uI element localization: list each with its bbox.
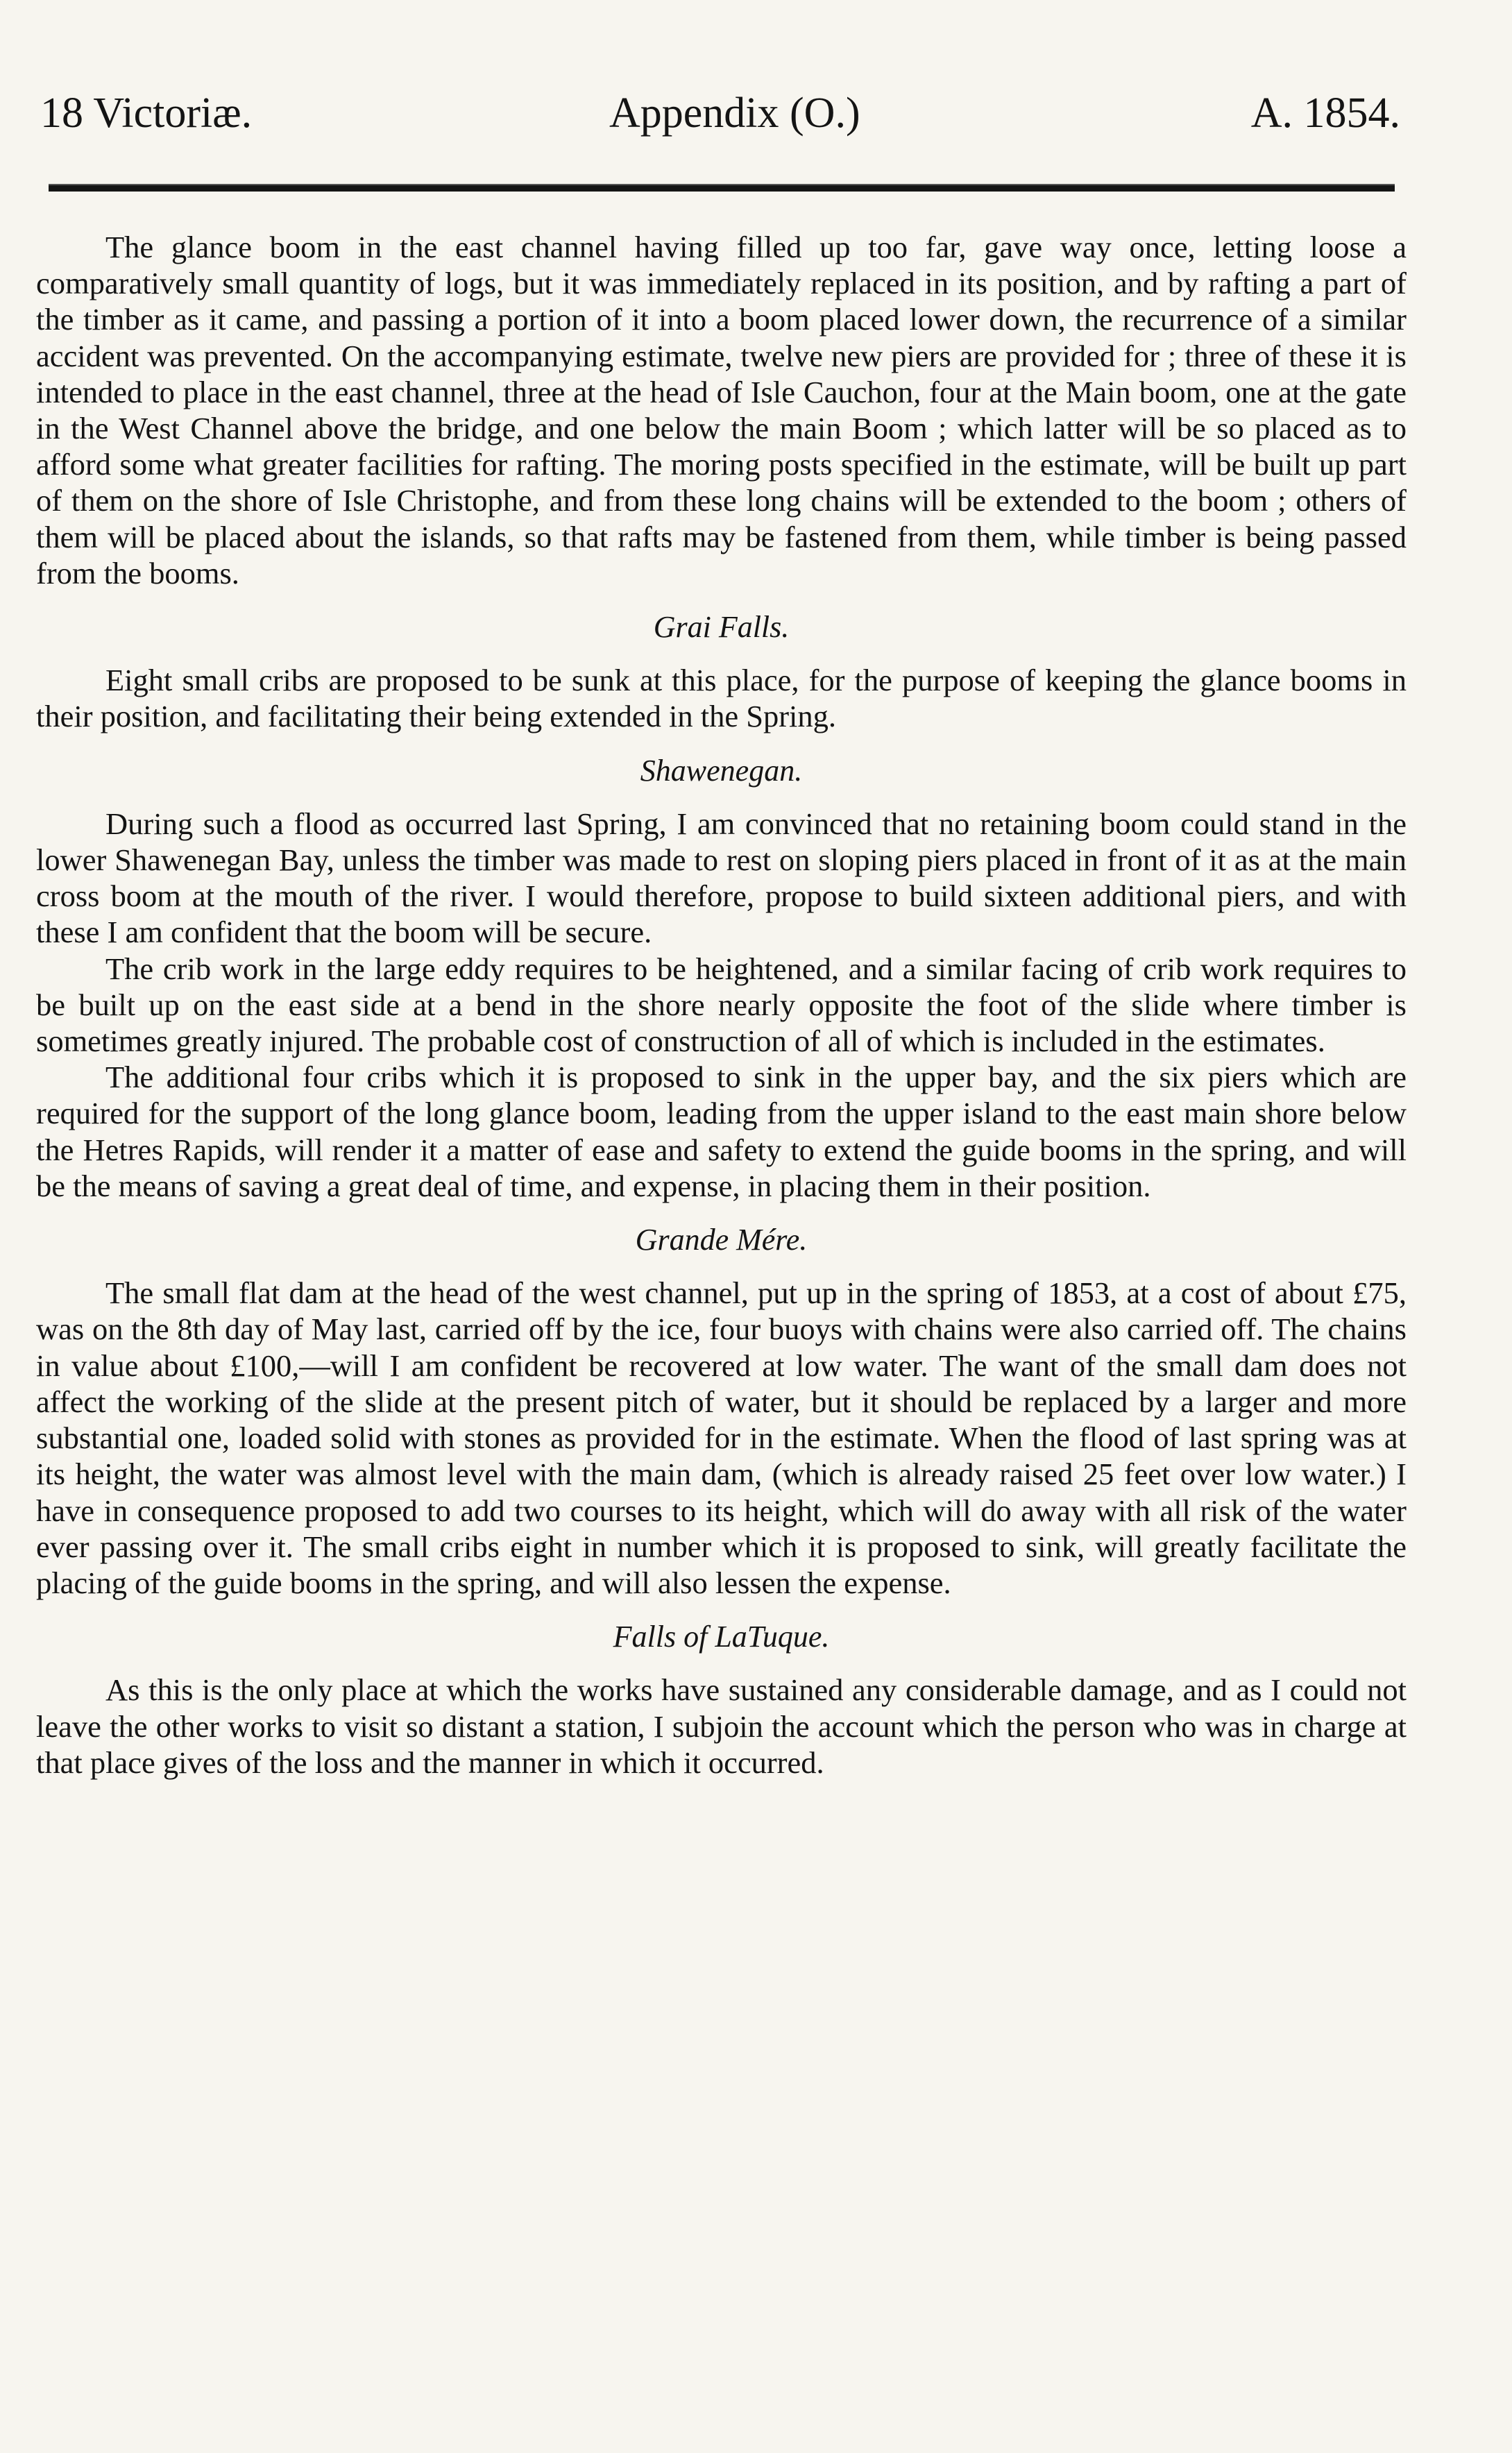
paragraph: The additional four cribs which it is proposed to sink in the upper bay, and the six piers which are required for the support of the long glance boom, leading from the upper island to the east main shore below the Hetres Rapids, will render it a matter of ease and safety to extend the guide booms in the spring, and will be the means of saving a great deal of time, and expense, in placing them in their position. <box>36 1060 1407 1203</box>
header-year: A. 1854. <box>1250 90 1400 137</box>
page-header <box>40 82 1400 144</box>
paragraph: The small flat dam at the head of the west channel, put up in the spring of 1853, at a cost of about £75, was on the 8th day of May last, carried off by the ice, four buoys with chains were also carried off. The chains in value about £100,—will I am confident be recovered at low water. The want of the small dam does not affect the working of the slide at the present pitch of water, but it should be replaced by a larger and more substantial one, loaded solid with stones as provided for in the estimate. When the flood of last spring was at its height, the water was almost level with the main dam, (which is already raised 25 feet over low water.) I have in consequence proposed to add two courses to its height, which will do away with all risk of the water ever passing over it. The small cribs eight in number which it is proposed to sink, will greatly facilitate the placing of the guide booms in the spring, and will also lessen the expense. <box>36 1275 1407 1600</box>
paragraph: During such a flood as occurred last Spring, I am convinced that no retaining boom could stand in the lower Shawenegan Bay, unless the timber was made to rest on sloping piers placed in front of it as at the main cross boom at the mouth of the river. I would therefore, propose to build sixteen additional piers, and with these I am confident that the boom will be secure. <box>36 806 1407 950</box>
section-heading-falls-of-latuque: Falls of LaTuque. <box>613 1620 830 1654</box>
document-body <box>36 229 1407 1781</box>
paragraph: Eight small cribs are proposed to be sunk at this place, for the purpose of keeping the glance booms in their position, and facilitating their being extended in the Spring. <box>36 663 1407 734</box>
paragraph: The crib work in the large eddy requires to be heightened, and a similar facing of crib work requires to be built up on the east side at a bend in the shore nearly opposite the foot of the slide where timber is sometimes greatly injured. The probable cost of construction of all of which is included in the estimates. <box>36 951 1407 1059</box>
paragraph: The glance boom in the east channel having filled up too far, gave way once, letting loose a comparatively small quantity of logs, but it was immediately replaced in its position, and by rafting a part of the timber as it came, and passing a portion of it into a boom placed lower down, the recurrence of a similar accident was prevented. On the accompanying estimate, twelve new piers are provided for ; three of these it is intended to place in the east channel, three at the head of Isle Cauchon, four at the Main boom, one at the gate in the West Channel above the bridge, and one below the main Boom ; which latter will be so placed as to afford some what greater facilities for rafting. The moring posts specified in the estimate, will be built up part of them on the shore of Isle Christophe, and from these long chains will be extended to the boom ; others of them will be placed about the islands, so that rafts may be fastened from them, while timber is being passed from the booms. <box>36 230 1407 591</box>
header-rule <box>49 184 1395 192</box>
section-heading-shawenegan: Shawenegan. <box>640 753 803 788</box>
header-appendix: Appendix (O.) <box>609 90 860 137</box>
section-heading-grai-falls: Grai Falls. <box>653 610 790 645</box>
section-heading-grande-mere: Grande Mére. <box>635 1223 808 1257</box>
paragraph: As this is the only place at which the works have sustained any considerable damage, and as I could not leave the other works to visit so distant a station, I subjoin the account which the person who was in charge at that place gives of the loss and the manner in which it occurred. <box>36 1672 1407 1780</box>
header-session: 18 Victoriæ. <box>40 90 253 137</box>
